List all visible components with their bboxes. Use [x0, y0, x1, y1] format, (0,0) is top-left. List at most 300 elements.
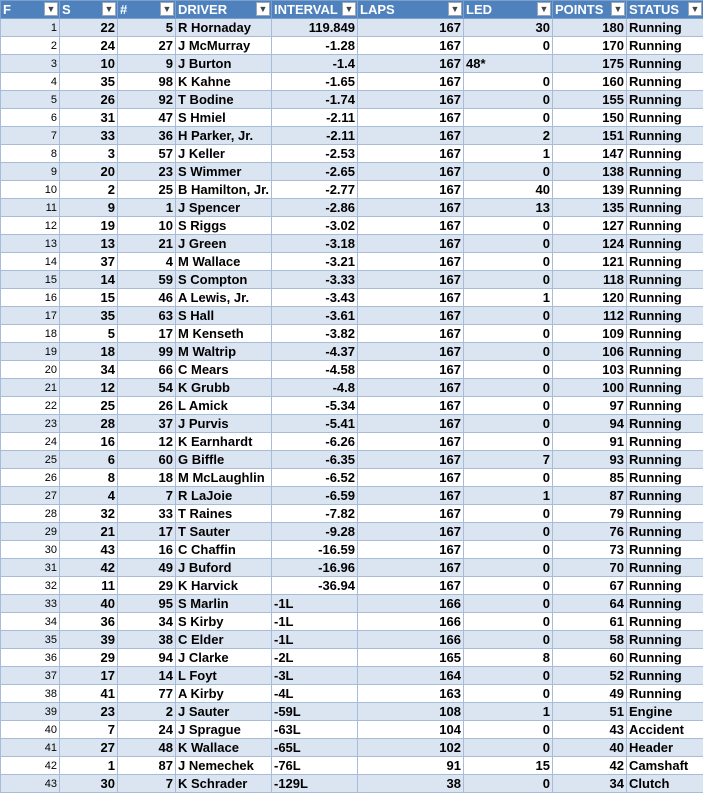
led-cell[interactable]: 0 [464, 325, 553, 343]
start-position-cell[interactable]: 11 [60, 577, 118, 595]
car-number-cell[interactable]: 17 [118, 523, 176, 541]
driver-cell[interactable]: J McMurray [176, 37, 272, 55]
led-cell[interactable]: 0 [464, 775, 553, 793]
start-position-cell[interactable]: 14 [60, 271, 118, 289]
led-cell[interactable]: 0 [464, 379, 553, 397]
table-row[interactable] [1, 307, 703, 325]
interval-cell[interactable]: -3.43 [272, 289, 358, 307]
points-cell[interactable]: 112 [553, 307, 627, 325]
start-position-cell[interactable]: 34 [60, 361, 118, 379]
car-number-cell[interactable]: 92 [118, 91, 176, 109]
start-position-cell[interactable]: 20 [60, 163, 118, 181]
driver-cell[interactable]: S Hmiel [176, 109, 272, 127]
status-cell[interactable]: Running [627, 559, 703, 577]
points-cell[interactable]: 138 [553, 163, 627, 181]
car-number-cell[interactable]: 26 [118, 397, 176, 415]
points-cell[interactable]: 42 [553, 757, 627, 775]
car-number-cell[interactable]: 9 [118, 55, 176, 73]
laps-cell[interactable]: 104 [358, 721, 464, 739]
filter-dropdown-arrow-icon[interactable]: ▼ [160, 2, 174, 16]
driver-cell[interactable]: J Burton [176, 55, 272, 73]
finish-position-cell[interactable]: 33 [1, 595, 60, 613]
interval-cell[interactable]: -6.59 [272, 487, 358, 505]
finish-position-cell[interactable]: 19 [1, 343, 60, 361]
driver-cell[interactable]: J Green [176, 235, 272, 253]
points-cell[interactable]: 121 [553, 253, 627, 271]
finish-position-cell[interactable]: 5 [1, 91, 60, 109]
finish-position-cell[interactable]: 17 [1, 307, 60, 325]
status-cell[interactable]: Running [627, 469, 703, 487]
filter-dropdown-arrow-icon[interactable]: ▼ [611, 2, 625, 16]
laps-cell[interactable]: 166 [358, 595, 464, 613]
laps-cell[interactable]: 167 [358, 541, 464, 559]
driver-cell[interactable]: S Hall [176, 307, 272, 325]
driver-cell[interactable]: G Biffle [176, 451, 272, 469]
start-position-cell[interactable]: 5 [60, 325, 118, 343]
finish-position-cell[interactable]: 11 [1, 199, 60, 217]
status-cell[interactable]: Running [627, 361, 703, 379]
driver-cell[interactable]: L Foyt [176, 667, 272, 685]
status-cell[interactable]: Running [627, 325, 703, 343]
driver-cell[interactable]: K Wallace [176, 739, 272, 757]
status-cell[interactable]: Header [627, 739, 703, 757]
interval-cell[interactable]: -2L [272, 649, 358, 667]
status-cell[interactable]: Running [627, 433, 703, 451]
points-cell[interactable]: 147 [553, 145, 627, 163]
finish-position-cell[interactable]: 20 [1, 361, 60, 379]
driver-cell[interactable]: M Wallace [176, 253, 272, 271]
status-cell[interactable]: Running [627, 37, 703, 55]
led-cell[interactable]: 0 [464, 595, 553, 613]
points-cell[interactable]: 87 [553, 487, 627, 505]
laps-cell[interactable]: 167 [358, 145, 464, 163]
points-cell[interactable]: 34 [553, 775, 627, 793]
driver-cell[interactable]: K Kahne [176, 73, 272, 91]
table-row[interactable] [1, 127, 703, 145]
driver-cell[interactable]: S Compton [176, 271, 272, 289]
finish-position-cell[interactable]: 37 [1, 667, 60, 685]
laps-cell[interactable]: 38 [358, 775, 464, 793]
status-cell[interactable]: Running [627, 415, 703, 433]
laps-cell[interactable]: 167 [358, 217, 464, 235]
led-cell[interactable]: 15 [464, 757, 553, 775]
status-cell[interactable]: Running [627, 577, 703, 595]
points-cell[interactable]: 64 [553, 595, 627, 613]
finish-position-cell[interactable]: 12 [1, 217, 60, 235]
points-cell[interactable]: 97 [553, 397, 627, 415]
finish-position-cell[interactable]: 36 [1, 649, 60, 667]
points-cell[interactable]: 180 [553, 19, 627, 37]
car-number-cell[interactable]: 21 [118, 235, 176, 253]
finish-position-cell[interactable]: 43 [1, 775, 60, 793]
car-number-cell[interactable]: 46 [118, 289, 176, 307]
led-cell[interactable]: 0 [464, 271, 553, 289]
car-number-cell[interactable]: 17 [118, 325, 176, 343]
led-cell[interactable]: 0 [464, 631, 553, 649]
car-number-cell[interactable]: 23 [118, 163, 176, 181]
laps-cell[interactable]: 167 [358, 109, 464, 127]
points-cell[interactable]: 91 [553, 433, 627, 451]
laps-cell[interactable]: 167 [358, 73, 464, 91]
start-position-cell[interactable]: 33 [60, 127, 118, 145]
driver-cell[interactable]: J Spencer [176, 199, 272, 217]
start-position-cell[interactable]: 15 [60, 289, 118, 307]
led-cell[interactable]: 0 [464, 415, 553, 433]
table-row[interactable] [1, 199, 703, 217]
interval-cell[interactable]: -3L [272, 667, 358, 685]
led-cell[interactable]: 0 [464, 109, 553, 127]
finish-position-cell[interactable]: 1 [1, 19, 60, 37]
start-position-cell[interactable]: 28 [60, 415, 118, 433]
driver-cell[interactable]: T Raines [176, 505, 272, 523]
laps-cell[interactable]: 167 [358, 235, 464, 253]
interval-cell[interactable]: -4.37 [272, 343, 358, 361]
points-cell[interactable]: 170 [553, 37, 627, 55]
interval-cell[interactable]: -5.41 [272, 415, 358, 433]
car-number-cell[interactable]: 54 [118, 379, 176, 397]
led-cell[interactable]: 0 [464, 541, 553, 559]
table-row[interactable] [1, 613, 703, 631]
finish-position-cell[interactable]: 39 [1, 703, 60, 721]
points-cell[interactable]: 155 [553, 91, 627, 109]
status-cell[interactable]: Running [627, 523, 703, 541]
driver-cell[interactable]: J Sauter [176, 703, 272, 721]
car-number-cell[interactable]: 10 [118, 217, 176, 235]
start-position-cell[interactable]: 4 [60, 487, 118, 505]
interval-cell[interactable]: -2.86 [272, 199, 358, 217]
start-position-cell[interactable]: 25 [60, 397, 118, 415]
led-cell[interactable]: 48* [464, 55, 553, 73]
driver-cell[interactable]: J Purvis [176, 415, 272, 433]
interval-cell[interactable]: -16.59 [272, 541, 358, 559]
car-number-cell[interactable]: 47 [118, 109, 176, 127]
filter-dropdown-arrow-icon[interactable]: ▼ [102, 2, 116, 16]
points-cell[interactable]: 79 [553, 505, 627, 523]
finish-position-cell[interactable]: 30 [1, 541, 60, 559]
led-cell[interactable]: 0 [464, 469, 553, 487]
table-row[interactable] [1, 703, 703, 721]
start-position-cell[interactable]: 36 [60, 613, 118, 631]
table-row[interactable] [1, 37, 703, 55]
status-cell[interactable]: Camshaft [627, 757, 703, 775]
driver-cell[interactable]: B Hamilton, Jr. [176, 181, 272, 199]
interval-cell[interactable]: -6.52 [272, 469, 358, 487]
led-cell[interactable]: 0 [464, 577, 553, 595]
led-cell[interactable]: 0 [464, 343, 553, 361]
column-header-start[interactable] [60, 1, 118, 19]
status-cell[interactable]: Running [627, 163, 703, 181]
laps-cell[interactable]: 167 [358, 343, 464, 361]
interval-cell[interactable]: -1L [272, 613, 358, 631]
driver-cell[interactable]: K Earnhardt [176, 433, 272, 451]
start-position-cell[interactable]: 8 [60, 469, 118, 487]
car-number-cell[interactable]: 59 [118, 271, 176, 289]
laps-cell[interactable]: 167 [358, 469, 464, 487]
interval-cell[interactable]: -1L [272, 595, 358, 613]
filter-dropdown-arrow-icon[interactable]: ▼ [537, 2, 551, 16]
laps-cell[interactable]: 167 [358, 415, 464, 433]
points-cell[interactable]: 40 [553, 739, 627, 757]
car-number-cell[interactable]: 7 [118, 487, 176, 505]
finish-position-cell[interactable]: 24 [1, 433, 60, 451]
finish-position-cell[interactable]: 13 [1, 235, 60, 253]
table-row[interactable] [1, 505, 703, 523]
led-cell[interactable]: 30 [464, 19, 553, 37]
car-number-cell[interactable]: 98 [118, 73, 176, 91]
finish-position-cell[interactable]: 42 [1, 757, 60, 775]
table-row[interactable] [1, 685, 703, 703]
interval-cell[interactable]: -3.61 [272, 307, 358, 325]
car-number-cell[interactable]: 37 [118, 415, 176, 433]
interval-cell[interactable]: -4.8 [272, 379, 358, 397]
laps-cell[interactable]: 167 [358, 361, 464, 379]
start-position-cell[interactable]: 16 [60, 433, 118, 451]
column-header-laps[interactable] [358, 1, 464, 19]
interval-cell[interactable]: -2.11 [272, 109, 358, 127]
table-row[interactable] [1, 145, 703, 163]
car-number-cell[interactable]: 63 [118, 307, 176, 325]
start-position-cell[interactable]: 3 [60, 145, 118, 163]
points-cell[interactable]: 85 [553, 469, 627, 487]
driver-cell[interactable]: C Elder [176, 631, 272, 649]
driver-cell[interactable]: J Keller [176, 145, 272, 163]
car-number-cell[interactable]: 95 [118, 595, 176, 613]
driver-cell[interactable]: L Amick [176, 397, 272, 415]
status-cell[interactable]: Running [627, 397, 703, 415]
status-cell[interactable]: Accident [627, 721, 703, 739]
driver-cell[interactable]: T Sauter [176, 523, 272, 541]
status-cell[interactable]: Running [627, 613, 703, 631]
led-cell[interactable]: 1 [464, 703, 553, 721]
filter-dropdown-arrow-icon[interactable]: ▼ [44, 2, 58, 16]
interval-cell[interactable]: -7.82 [272, 505, 358, 523]
column-header-status[interactable] [627, 1, 703, 19]
status-cell[interactable]: Running [627, 487, 703, 505]
car-number-cell[interactable]: 94 [118, 649, 176, 667]
finish-position-cell[interactable]: 21 [1, 379, 60, 397]
points-cell[interactable]: 52 [553, 667, 627, 685]
table-row[interactable] [1, 289, 703, 307]
points-cell[interactable]: 118 [553, 271, 627, 289]
laps-cell[interactable]: 167 [358, 577, 464, 595]
finish-position-cell[interactable]: 14 [1, 253, 60, 271]
led-cell[interactable]: 40 [464, 181, 553, 199]
start-position-cell[interactable]: 37 [60, 253, 118, 271]
laps-cell[interactable]: 167 [358, 37, 464, 55]
filter-dropdown-arrow-icon[interactable]: ▼ [342, 2, 356, 16]
table-row[interactable] [1, 649, 703, 667]
interval-cell[interactable]: -1.4 [272, 55, 358, 73]
car-number-cell[interactable]: 60 [118, 451, 176, 469]
finish-position-cell[interactable]: 23 [1, 415, 60, 433]
start-position-cell[interactable]: 35 [60, 307, 118, 325]
car-number-cell[interactable]: 1 [118, 199, 176, 217]
driver-cell[interactable]: M Kenseth [176, 325, 272, 343]
car-number-cell[interactable]: 36 [118, 127, 176, 145]
start-position-cell[interactable]: 41 [60, 685, 118, 703]
driver-cell[interactable]: K Grubb [176, 379, 272, 397]
table-row[interactable] [1, 55, 703, 73]
laps-cell[interactable]: 108 [358, 703, 464, 721]
car-number-cell[interactable]: 29 [118, 577, 176, 595]
finish-position-cell[interactable]: 27 [1, 487, 60, 505]
car-number-cell[interactable]: 49 [118, 559, 176, 577]
interval-cell[interactable]: -3.18 [272, 235, 358, 253]
interval-cell[interactable]: -6.26 [272, 433, 358, 451]
finish-position-cell[interactable]: 31 [1, 559, 60, 577]
table-row[interactable] [1, 415, 703, 433]
finish-position-cell[interactable]: 40 [1, 721, 60, 739]
status-cell[interactable]: Running [627, 685, 703, 703]
status-cell[interactable]: Running [627, 181, 703, 199]
filter-dropdown-arrow-icon[interactable]: ▼ [448, 2, 462, 16]
points-cell[interactable]: 61 [553, 613, 627, 631]
interval-cell[interactable]: -1.74 [272, 91, 358, 109]
laps-cell[interactable]: 167 [358, 55, 464, 73]
led-cell[interactable]: 0 [464, 559, 553, 577]
laps-cell[interactable]: 167 [358, 19, 464, 37]
car-number-cell[interactable]: 87 [118, 757, 176, 775]
points-cell[interactable]: 160 [553, 73, 627, 91]
interval-cell[interactable]: -3.21 [272, 253, 358, 271]
interval-cell[interactable]: -1L [272, 631, 358, 649]
points-cell[interactable]: 109 [553, 325, 627, 343]
car-number-cell[interactable]: 16 [118, 541, 176, 559]
status-cell[interactable]: Running [627, 343, 703, 361]
filter-dropdown-arrow-icon[interactable]: ▼ [688, 2, 702, 16]
table-row[interactable] [1, 559, 703, 577]
start-position-cell[interactable]: 23 [60, 703, 118, 721]
car-number-cell[interactable]: 24 [118, 721, 176, 739]
points-cell[interactable]: 73 [553, 541, 627, 559]
points-cell[interactable]: 106 [553, 343, 627, 361]
start-position-cell[interactable]: 2 [60, 181, 118, 199]
car-number-cell[interactable]: 34 [118, 613, 176, 631]
car-number-cell[interactable]: 14 [118, 667, 176, 685]
laps-cell[interactable]: 167 [358, 307, 464, 325]
start-position-cell[interactable]: 31 [60, 109, 118, 127]
finish-position-cell[interactable]: 9 [1, 163, 60, 181]
led-cell[interactable]: 2 [464, 127, 553, 145]
points-cell[interactable]: 67 [553, 577, 627, 595]
points-cell[interactable]: 94 [553, 415, 627, 433]
car-number-cell[interactable]: 12 [118, 433, 176, 451]
led-cell[interactable]: 0 [464, 523, 553, 541]
led-cell[interactable]: 0 [464, 91, 553, 109]
led-cell[interactable]: 0 [464, 73, 553, 91]
status-cell[interactable]: Running [627, 451, 703, 469]
table-row[interactable] [1, 523, 703, 541]
interval-cell[interactable]: 119.849 [272, 19, 358, 37]
led-cell[interactable]: 0 [464, 361, 553, 379]
interval-cell[interactable]: -6.35 [272, 451, 358, 469]
points-cell[interactable]: 93 [553, 451, 627, 469]
finish-position-cell[interactable]: 7 [1, 127, 60, 145]
driver-cell[interactable]: S Kirby [176, 613, 272, 631]
driver-cell[interactable]: R Hornaday [176, 19, 272, 37]
interval-cell[interactable]: -129L [272, 775, 358, 793]
driver-cell[interactable]: S Riggs [176, 217, 272, 235]
start-position-cell[interactable]: 29 [60, 649, 118, 667]
laps-cell[interactable]: 167 [358, 505, 464, 523]
table-row[interactable] [1, 325, 703, 343]
table-row[interactable] [1, 739, 703, 757]
points-cell[interactable]: 124 [553, 235, 627, 253]
start-position-cell[interactable]: 6 [60, 451, 118, 469]
finish-position-cell[interactable]: 4 [1, 73, 60, 91]
points-cell[interactable]: 103 [553, 361, 627, 379]
driver-cell[interactable]: K Schrader [176, 775, 272, 793]
laps-cell[interactable]: 167 [358, 127, 464, 145]
driver-cell[interactable]: S Marlin [176, 595, 272, 613]
status-cell[interactable]: Running [627, 19, 703, 37]
led-cell[interactable]: 0 [464, 613, 553, 631]
status-cell[interactable]: Running [627, 127, 703, 145]
interval-cell[interactable]: -3.33 [272, 271, 358, 289]
start-position-cell[interactable]: 17 [60, 667, 118, 685]
status-cell[interactable]: Running [627, 55, 703, 73]
interval-cell[interactable]: -5.34 [272, 397, 358, 415]
finish-position-cell[interactable]: 15 [1, 271, 60, 289]
status-cell[interactable]: Running [627, 253, 703, 271]
start-position-cell[interactable]: 24 [60, 37, 118, 55]
driver-cell[interactable]: T Bodine [176, 91, 272, 109]
laps-cell[interactable]: 167 [358, 523, 464, 541]
finish-position-cell[interactable]: 18 [1, 325, 60, 343]
table-row[interactable] [1, 343, 703, 361]
points-cell[interactable]: 60 [553, 649, 627, 667]
finish-position-cell[interactable]: 16 [1, 289, 60, 307]
driver-cell[interactable]: A Kirby [176, 685, 272, 703]
table-row[interactable] [1, 595, 703, 613]
laps-cell[interactable]: 163 [358, 685, 464, 703]
laps-cell[interactable]: 166 [358, 613, 464, 631]
status-cell[interactable]: Running [627, 379, 703, 397]
status-cell[interactable]: Running [627, 595, 703, 613]
start-position-cell[interactable]: 9 [60, 199, 118, 217]
led-cell[interactable]: 0 [464, 37, 553, 55]
interval-cell[interactable]: -2.11 [272, 127, 358, 145]
laps-cell[interactable]: 164 [358, 667, 464, 685]
laps-cell[interactable]: 167 [358, 451, 464, 469]
driver-cell[interactable]: C Mears [176, 361, 272, 379]
laps-cell[interactable]: 167 [358, 163, 464, 181]
finish-position-cell[interactable]: 25 [1, 451, 60, 469]
driver-cell[interactable]: A Lewis, Jr. [176, 289, 272, 307]
points-cell[interactable]: 175 [553, 55, 627, 73]
start-position-cell[interactable]: 30 [60, 775, 118, 793]
table-row[interactable] [1, 253, 703, 271]
driver-cell[interactable]: R LaJoie [176, 487, 272, 505]
status-cell[interactable]: Running [627, 667, 703, 685]
laps-cell[interactable]: 167 [358, 91, 464, 109]
laps-cell[interactable]: 102 [358, 739, 464, 757]
points-cell[interactable]: 150 [553, 109, 627, 127]
table-row[interactable] [1, 181, 703, 199]
car-number-cell[interactable]: 66 [118, 361, 176, 379]
finish-position-cell[interactable]: 41 [1, 739, 60, 757]
points-cell[interactable]: 70 [553, 559, 627, 577]
interval-cell[interactable]: -59L [272, 703, 358, 721]
led-cell[interactable]: 1 [464, 145, 553, 163]
points-cell[interactable]: 100 [553, 379, 627, 397]
start-position-cell[interactable]: 18 [60, 343, 118, 361]
table-row[interactable] [1, 397, 703, 415]
points-cell[interactable]: 43 [553, 721, 627, 739]
table-row[interactable] [1, 19, 703, 37]
car-number-cell[interactable]: 7 [118, 775, 176, 793]
car-number-cell[interactable]: 38 [118, 631, 176, 649]
